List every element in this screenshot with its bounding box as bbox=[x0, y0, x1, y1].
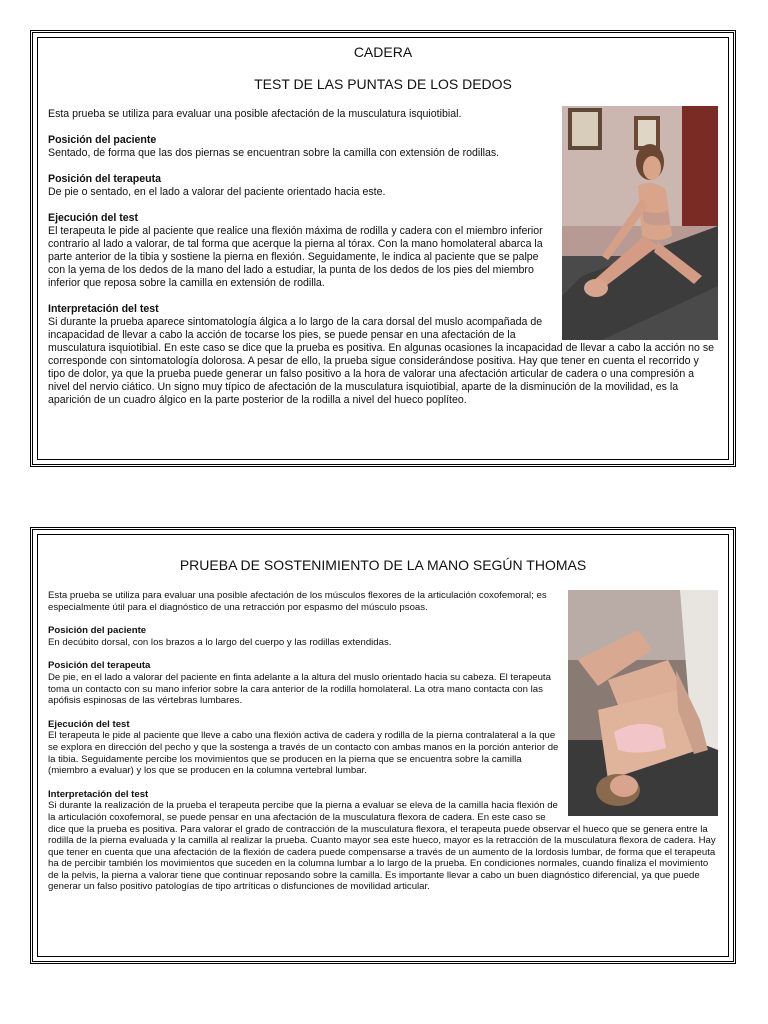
heading-test-interpretation: Interpretación del test bbox=[48, 303, 159, 315]
heading-patient-position: Posición del paciente bbox=[48, 625, 147, 637]
test-title: TEST DE LAS PUNTAS DE LOS DEDOS bbox=[254, 76, 512, 92]
text-therapist-position: De pie o sentado, en el lado a valorar del paciente orientado hacia este. bbox=[48, 186, 386, 198]
heading-test-execution: Ejecución del test bbox=[48, 212, 139, 224]
heading-patient-position: Posición del paciente bbox=[48, 134, 157, 146]
test-title: PRUEBA DE SOSTENIMIENTO DE LA MANO SEGÚN THOMAS bbox=[179, 557, 587, 573]
intro-text: Esta prueba se utiliza para evaluar una posible afectación de la musculatura isquiotibial. bbox=[48, 108, 462, 120]
card-inner bbox=[37, 534, 729, 957]
card-body bbox=[48, 590, 718, 893]
text-therapist-position: De pie, en el lado a valorar del paciente en finta adelante a la altura del muslo orientado hacia su cabeza. El terapeuta toma un contacto con su mano inferior sobre la cara anterior de la rodilla homolateral. La otra mano contacta con las apófisis espinosas de las vértebras lumbares. bbox=[48, 671, 551, 707]
heading-therapist-position: Posición del terapeuta bbox=[48, 173, 162, 185]
heading-test-interpretation: Interpretación del test bbox=[48, 788, 149, 800]
heading-therapist-position: Posición del terapeuta bbox=[48, 660, 151, 672]
text-test-execution: El terapeuta le pide al paciente que realice una flexión máxima de rodilla y cadera con el miembro inferior contrario al lado a valorar, de tal forma que acerque la pierna al tórax. Con la mano homolateral abarca la parte anterior de la tibia y sostiene la pierna en flexión. Seguidamente, le indica al paciente que se palpe con la yema de los dedos de la mano del lado a estudiar, la punta de los dedos de los pies del miembro inferior que reposa sobre la camilla en extensión de rodilla. bbox=[48, 225, 543, 289]
text-test-interpretation: Si durante la prueba aparece sintomatología álgica a lo largo de la cara dorsal del muslo acompañada de incapacidad de llevar a cabo la acción de tocarse los pies, se puede pensar en una afectación de la musculatura isquiotibial. En este caso se dice que la prueba es positiva. En algunas ocasiones la incapacidad de llevar a cabo la acción no se corresponde con sintomatología dolorosa. A pesar de ello, la prueba sigue considerándose positiva. Hay que tener en cuenta el recorrido y tipo de dolor, ya que la prueba puede generar un falso positivo a la hora de valorar una afectación articular de cadera o una compresión a nivel del nervio ciático. Un signo muy típico de afectación de la musculatura isquiotibial, aparte de la disminución de la movilidad, es la aparición de un cuadro álgico en la parte posterior de la rodilla a nivel del hueco poplíteo. bbox=[48, 316, 715, 406]
photo-thomas-test bbox=[568, 590, 718, 816]
text-test-interpretation: Si durante la realización de la prueba el terapeuta percibe que la pierna a evaluar se eleva de la camilla hacia flexión de la articulación coxofemoral, se puede pensar en una afectación de la musculatura flexora de cadera. En este caso se dice que la prueba es positiva. Para valorar el grado de contracción de la musculatura flexora, el terapeuta puede observar el hueco que se genera entre la rodilla de la pierna evaluada y la camilla al realizar la prueba. Cuanto mayor sea este hueco, mayor es la retracción de la musculatura flexora de cadera. Hay que tener en cuenta que una afectación de la flexión de cadera puede compensarse a través de un aumento de la lordosis lumbar, de forma que el terapeuta ha de percibir también los movimientos que suceden en la columna lumbar a lo largo de la prueba. En condiciones normales, cuando finaliza el movimiento de la pelvis, la pierna a valorar tiene que continuar reposando sobre la camilla. Es importante llevar a cabo un buen diagnóstico diferencial, ya que puede generar un falso positivo patologías de tipo artríticas o disfunciones de movilidad articular. bbox=[48, 800, 716, 893]
section-title: CADERA bbox=[353, 44, 413, 60]
card-fingertip-test bbox=[30, 30, 736, 467]
card-inner bbox=[37, 37, 729, 460]
card-body bbox=[48, 108, 718, 407]
text-patient-position: Sentado, de forma que las dos piernas se encuentran sobre la camilla con extensión de rodillas. bbox=[48, 147, 500, 159]
photo-seated-toe-touch bbox=[562, 106, 718, 340]
text-patient-position: En decúbito dorsal, con los brazos a lo largo del cuerpo y las rodillas extendidas. bbox=[48, 636, 392, 648]
heading-test-execution: Ejecución del test bbox=[48, 718, 130, 730]
text-test-execution: El terapeuta le pide al paciente que lleve a cabo una flexión activa de cadera y rodilla de la pierna contralateral a la que se explora en dirección del pecho y que la sostenga a través de un contacto con ambas manos en la porción anterior de la tibia. Seguidamente percibe los movimientos que se producen en la pierna que se encuentra sobre la camilla (miembro a evaluar) y los que se producen en la columna vertebral lumbar. bbox=[48, 730, 559, 777]
card-thomas-test bbox=[30, 527, 736, 964]
intro-text: Esta prueba se utiliza para evaluar una posible afectación de los músculos flexores de la articulación coxofemoral; es especialmente útil para el diagnóstico de una retracción por espasmo del músculo psoas. bbox=[48, 590, 547, 613]
